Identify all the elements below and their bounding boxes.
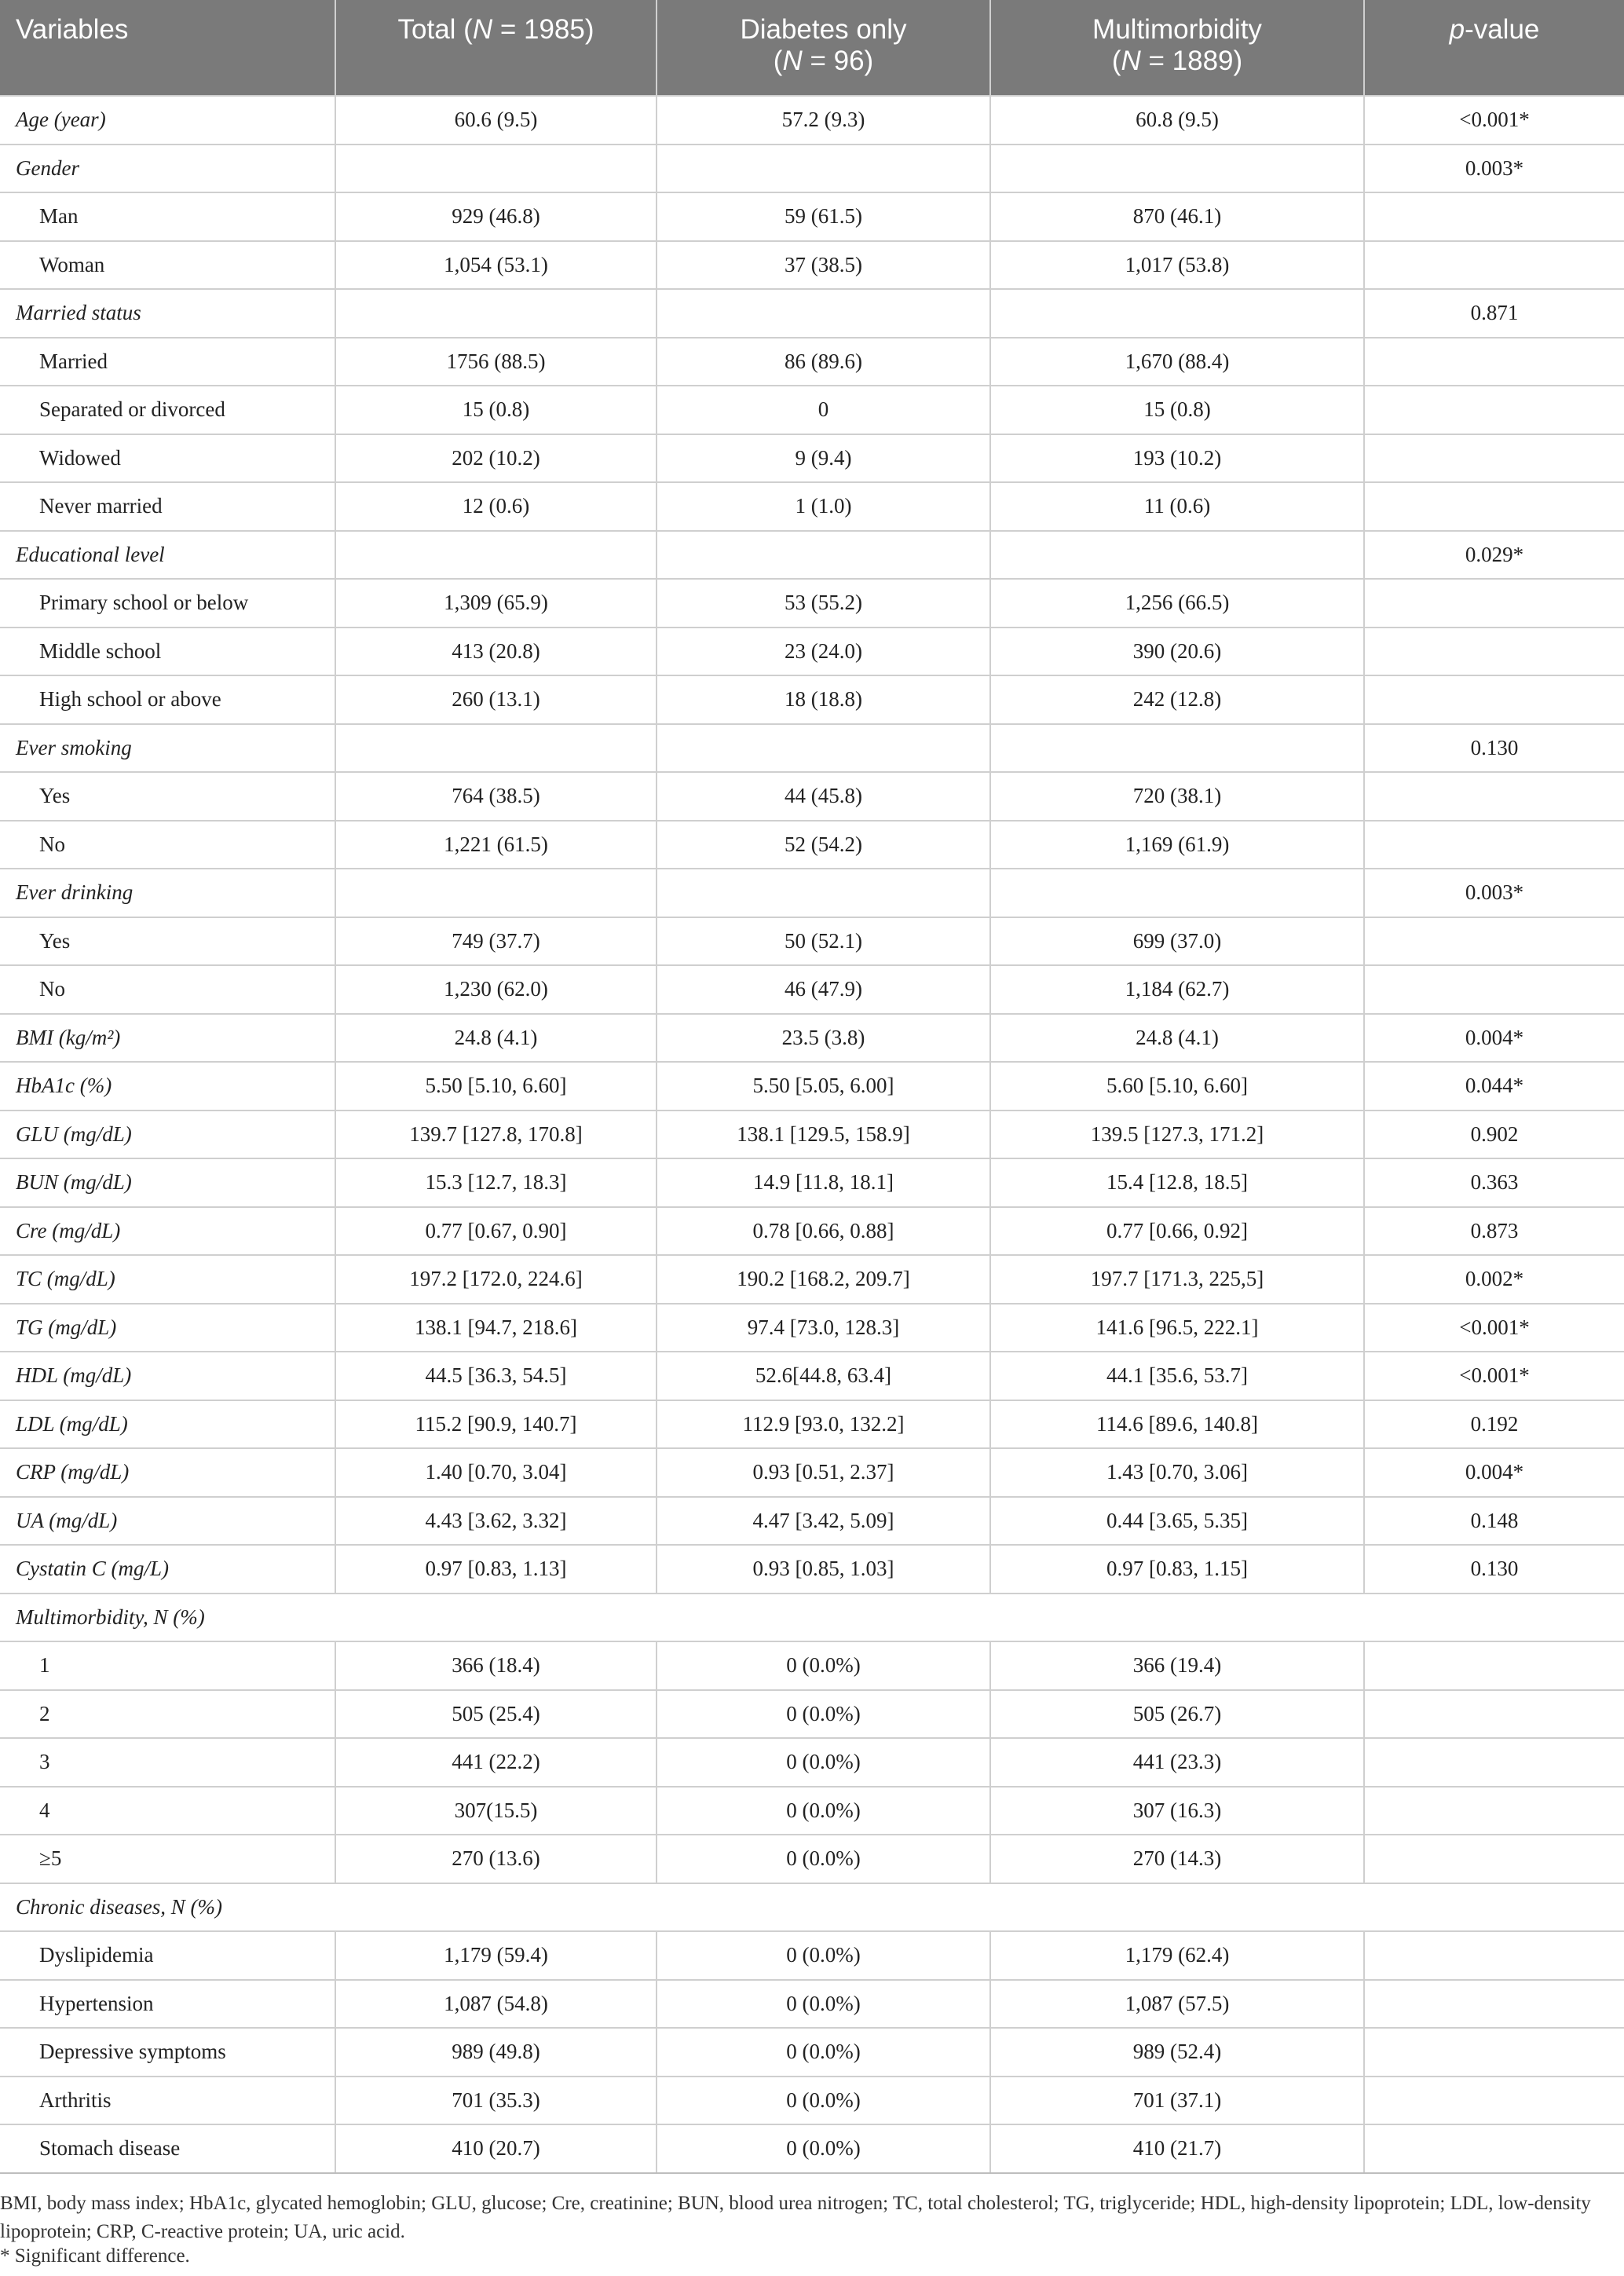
total-cell: 15 (0.8) xyxy=(335,386,657,434)
header-p-value: p-value xyxy=(1364,0,1624,96)
variable-label: 3 xyxy=(0,1738,335,1787)
variable-label: LDL (mg/dL) xyxy=(0,1400,335,1449)
table-row xyxy=(0,1448,1624,1497)
diabetes-only-cell xyxy=(657,869,990,917)
multimorbidity-cell: 139.5 [127.3, 171.2] xyxy=(990,1111,1364,1159)
total-cell: 202 (10.2) xyxy=(335,434,657,483)
footnote-significance: * Significant difference. xyxy=(0,2245,190,2267)
variable-label: Yes xyxy=(0,772,335,821)
variable-label: CRP (mg/dL) xyxy=(0,1448,335,1497)
table-row xyxy=(0,1400,1624,1449)
p-value-cell xyxy=(1364,1980,1624,2029)
variable-label: Man xyxy=(0,192,335,241)
multimorbidity-cell: 366 (19.4) xyxy=(990,1641,1364,1690)
table-row xyxy=(0,1738,1624,1787)
diabetes-only-cell: 52 (54.2) xyxy=(657,821,990,869)
p-value-cell xyxy=(1364,482,1624,531)
total-cell: 15.3 [12.7, 18.3] xyxy=(335,1158,657,1207)
multimorbidity-cell: 701 (37.1) xyxy=(990,2077,1364,2125)
total-cell: 139.7 [127.8, 170.8] xyxy=(335,1111,657,1159)
table-row xyxy=(0,241,1624,290)
total-cell: 989 (49.8) xyxy=(335,2028,657,2077)
diabetes-only-cell: 0 (0.0%) xyxy=(657,1931,990,1980)
variable-label: Depressive symptoms xyxy=(0,2028,335,2077)
variable-label: Married status xyxy=(0,289,335,338)
p-value-cell xyxy=(1364,1690,1624,1739)
total-cell: 1,230 (62.0) xyxy=(335,965,657,1014)
diabetes-only-cell: 0 (0.0%) xyxy=(657,1690,990,1739)
diabetes-only-cell: 5.50 [5.05, 6.00] xyxy=(657,1062,990,1111)
multimorbidity-cell xyxy=(990,531,1364,580)
diabetes-only-cell: 37 (38.5) xyxy=(657,241,990,290)
p-value-cell xyxy=(1364,192,1624,241)
table-row xyxy=(0,1111,1624,1159)
table-row xyxy=(0,821,1624,869)
diabetes-only-cell: 50 (52.1) xyxy=(657,917,990,966)
multimorbidity-cell: 11 (0.6) xyxy=(990,482,1364,531)
table-row xyxy=(0,1641,1624,1690)
diabetes-only-cell: 86 (89.6) xyxy=(657,338,990,386)
table-row xyxy=(0,2028,1624,2077)
table-body xyxy=(0,96,1624,2173)
multimorbidity-cell: 441 (23.3) xyxy=(990,1738,1364,1787)
variable-label: ≥5 xyxy=(0,1835,335,1883)
variable-label: Widowed xyxy=(0,434,335,483)
total-cell: 260 (13.1) xyxy=(335,675,657,724)
total-cell: 1,179 (59.4) xyxy=(335,1931,657,1980)
p-value-cell xyxy=(1364,772,1624,821)
total-cell: 115.2 [90.9, 140.7] xyxy=(335,1400,657,1449)
multimorbidity-cell: 60.8 (9.5) xyxy=(990,96,1364,145)
variable-label: Never married xyxy=(0,482,335,531)
table-row xyxy=(0,1255,1624,1304)
p-value-cell xyxy=(1364,434,1624,483)
table-row xyxy=(0,724,1624,773)
table-row xyxy=(0,1014,1624,1063)
table-row xyxy=(0,772,1624,821)
diabetes-only-cell xyxy=(657,531,990,580)
table-row xyxy=(0,145,1624,193)
total-cell xyxy=(335,289,657,338)
table-row xyxy=(0,1883,1624,1932)
multimorbidity-cell: 390 (20.6) xyxy=(990,628,1364,676)
p-value-cell xyxy=(1364,821,1624,869)
total-cell: 12 (0.6) xyxy=(335,482,657,531)
table-row xyxy=(0,1497,1624,1546)
total-cell xyxy=(335,724,657,773)
diabetes-only-cell: 0 (0.0%) xyxy=(657,1835,990,1883)
p-value-cell xyxy=(1364,386,1624,434)
diabetes-only-cell: 44 (45.8) xyxy=(657,772,990,821)
p-value-cell: 0.044* xyxy=(1364,1062,1624,1111)
p-value-cell xyxy=(1364,241,1624,290)
table-row xyxy=(0,1352,1624,1400)
multimorbidity-cell: 270 (14.3) xyxy=(990,1835,1364,1883)
diabetes-only-cell: 0 (0.0%) xyxy=(657,1787,990,1835)
p-value-cell: 0.003* xyxy=(1364,869,1624,917)
variable-label: HbA1c (%) xyxy=(0,1062,335,1111)
table-row xyxy=(0,386,1624,434)
multimorbidity-cell: 1,670 (88.4) xyxy=(990,338,1364,386)
p-value-cell: 0.192 xyxy=(1364,1400,1624,1449)
table-row xyxy=(0,2124,1624,2173)
multimorbidity-cell xyxy=(990,289,1364,338)
multimorbidity-cell: 1,017 (53.8) xyxy=(990,241,1364,290)
table-row xyxy=(0,289,1624,338)
header-multimorbidity: Multimorbidity (N = 1889) xyxy=(990,0,1364,96)
total-cell: 749 (37.7) xyxy=(335,917,657,966)
p-value-cell: 0.363 xyxy=(1364,1158,1624,1207)
multimorbidity-cell: 141.6 [96.5, 222.1] xyxy=(990,1304,1364,1352)
total-cell: 24.8 (4.1) xyxy=(335,1014,657,1063)
total-cell: 1,309 (65.9) xyxy=(335,579,657,628)
p-value-cell xyxy=(1364,675,1624,724)
variable-label: No xyxy=(0,821,335,869)
diabetes-only-cell: 0.93 [0.85, 1.03] xyxy=(657,1545,990,1594)
variable-label: Married xyxy=(0,338,335,386)
diabetes-only-cell xyxy=(657,724,990,773)
p-value-cell: 0.029* xyxy=(1364,531,1624,580)
table-row xyxy=(0,1594,1624,1642)
variable-label: Separated or divorced xyxy=(0,386,335,434)
diabetes-only-cell: 23 (24.0) xyxy=(657,628,990,676)
p-value-cell xyxy=(1364,1787,1624,1835)
multimorbidity-cell: 114.6 [89.6, 140.8] xyxy=(990,1400,1364,1449)
table-row xyxy=(0,917,1624,966)
diabetes-only-cell: 0 (0.0%) xyxy=(657,2124,990,2173)
total-cell: 413 (20.8) xyxy=(335,628,657,676)
variable-label: 4 xyxy=(0,1787,335,1835)
diabetes-only-cell: 112.9 [93.0, 132.2] xyxy=(657,1400,990,1449)
table-row xyxy=(0,531,1624,580)
p-value-cell: 0.871 xyxy=(1364,289,1624,338)
total-cell: 44.5 [36.3, 54.5] xyxy=(335,1352,657,1400)
variable-label: Educational level xyxy=(0,531,335,580)
total-cell: 505 (25.4) xyxy=(335,1690,657,1739)
p-value-cell: <0.001* xyxy=(1364,1352,1624,1400)
multimorbidity-cell: 1.43 [0.70, 3.06] xyxy=(990,1448,1364,1497)
p-value-cell xyxy=(1364,338,1624,386)
header-total: Total (N = 1985) xyxy=(335,0,657,96)
multimorbidity-cell: 1,179 (62.4) xyxy=(990,1931,1364,1980)
multimorbidity-cell xyxy=(990,724,1364,773)
table-row xyxy=(0,1980,1624,2029)
diabetes-only-cell: 52.6[44.8, 63.4] xyxy=(657,1352,990,1400)
total-cell: 5.50 [5.10, 6.60] xyxy=(335,1062,657,1111)
table-row xyxy=(0,192,1624,241)
table-row xyxy=(0,1158,1624,1207)
variable-label: Stomach disease xyxy=(0,2124,335,2173)
table-row xyxy=(0,1931,1624,1980)
p-value-cell xyxy=(1364,2124,1624,2173)
multimorbidity-cell: 242 (12.8) xyxy=(990,675,1364,724)
variable-label: Primary school or below xyxy=(0,579,335,628)
multimorbidity-cell: 1,087 (57.5) xyxy=(990,1980,1364,2029)
multimorbidity-cell: 0.97 [0.83, 1.15] xyxy=(990,1545,1364,1594)
diabetes-only-cell: 190.2 [168.2, 209.7] xyxy=(657,1255,990,1304)
total-cell: 4.43 [3.62, 3.32] xyxy=(335,1497,657,1546)
diabetes-only-cell: 0 (0.0%) xyxy=(657,1738,990,1787)
diabetes-only-cell: 18 (18.8) xyxy=(657,675,990,724)
section-label: Chronic diseases, N (%) xyxy=(0,1883,1624,1932)
variable-label: 1 xyxy=(0,1641,335,1690)
total-cell: 441 (22.2) xyxy=(335,1738,657,1787)
variable-label: Hypertension xyxy=(0,1980,335,2029)
p-value-cell xyxy=(1364,917,1624,966)
multimorbidity-cell: 5.60 [5.10, 6.60] xyxy=(990,1062,1364,1111)
variable-label: GLU (mg/dL) xyxy=(0,1111,335,1159)
table-row xyxy=(0,434,1624,483)
p-value-cell xyxy=(1364,1931,1624,1980)
multimorbidity-cell: 0.44 [3.65, 5.35] xyxy=(990,1497,1364,1546)
total-cell: 60.6 (9.5) xyxy=(335,96,657,145)
total-cell: 1.40 [0.70, 3.04] xyxy=(335,1448,657,1497)
p-value-cell xyxy=(1364,628,1624,676)
multimorbidity-cell: 0.77 [0.66, 0.92] xyxy=(990,1207,1364,1256)
multimorbidity-cell: 1,184 (62.7) xyxy=(990,965,1364,1014)
multimorbidity-cell: 410 (21.7) xyxy=(990,2124,1364,2173)
total-cell: 270 (13.6) xyxy=(335,1835,657,1883)
multimorbidity-cell: 989 (52.4) xyxy=(990,2028,1364,2077)
diabetes-only-cell: 14.9 [11.8, 18.1] xyxy=(657,1158,990,1207)
diabetes-only-cell: 46 (47.9) xyxy=(657,965,990,1014)
diabetes-only-cell: 0 (0.0%) xyxy=(657,2028,990,2077)
variable-label: Ever smoking xyxy=(0,724,335,773)
multimorbidity-cell: 505 (26.7) xyxy=(990,1690,1364,1739)
total-cell: 0.97 [0.83, 1.13] xyxy=(335,1545,657,1594)
table-row xyxy=(0,628,1624,676)
total-cell: 1,087 (54.8) xyxy=(335,1980,657,2029)
diabetes-only-cell: 0.78 [0.66, 0.88] xyxy=(657,1207,990,1256)
total-cell: 197.2 [172.0, 224.6] xyxy=(335,1255,657,1304)
variable-label: High school or above xyxy=(0,675,335,724)
total-cell: 366 (18.4) xyxy=(335,1641,657,1690)
table-row xyxy=(0,1062,1624,1111)
total-cell: 764 (38.5) xyxy=(335,772,657,821)
variable-label: Age (year) xyxy=(0,96,335,145)
total-cell xyxy=(335,531,657,580)
table-row xyxy=(0,579,1624,628)
diabetes-only-cell: 53 (55.2) xyxy=(657,579,990,628)
p-value-cell xyxy=(1364,1738,1624,1787)
table-row xyxy=(0,1304,1624,1352)
total-cell: 0.77 [0.67, 0.90] xyxy=(335,1207,657,1256)
diabetes-only-cell: 4.47 [3.42, 5.09] xyxy=(657,1497,990,1546)
multimorbidity-cell xyxy=(990,145,1364,193)
diabetes-only-cell: 59 (61.5) xyxy=(657,192,990,241)
table-row xyxy=(0,1690,1624,1739)
variable-label: Arthritis xyxy=(0,2077,335,2125)
table-row xyxy=(0,1207,1624,1256)
p-value-cell: 0.902 xyxy=(1364,1111,1624,1159)
diabetes-only-cell: 0 xyxy=(657,386,990,434)
table-row xyxy=(0,869,1624,917)
header-variables: Variables xyxy=(0,0,335,96)
total-cell: 410 (20.7) xyxy=(335,2124,657,2173)
p-value-cell: 0.004* xyxy=(1364,1448,1624,1497)
p-value-cell xyxy=(1364,965,1624,1014)
variable-label: Cystatin C (mg/L) xyxy=(0,1545,335,1594)
p-value-cell: <0.001* xyxy=(1364,96,1624,145)
variable-label: BUN (mg/dL) xyxy=(0,1158,335,1207)
table-row xyxy=(0,1787,1624,1835)
variable-label: HDL (mg/dL) xyxy=(0,1352,335,1400)
table-row xyxy=(0,1835,1624,1883)
table-row xyxy=(0,338,1624,386)
total-cell xyxy=(335,145,657,193)
diabetes-only-cell xyxy=(657,145,990,193)
multimorbidity-cell: 1,256 (66.5) xyxy=(990,579,1364,628)
diabetes-only-cell: 57.2 (9.3) xyxy=(657,96,990,145)
variable-label: Dyslipidemia xyxy=(0,1931,335,1980)
p-value-cell xyxy=(1364,2028,1624,2077)
total-cell: 701 (35.3) xyxy=(335,2077,657,2125)
diabetes-only-cell: 0 (0.0%) xyxy=(657,1980,990,2029)
diabetes-only-cell: 0 (0.0%) xyxy=(657,1641,990,1690)
diabetes-only-cell xyxy=(657,289,990,338)
diabetes-only-cell: 23.5 (3.8) xyxy=(657,1014,990,1063)
total-cell: 1,054 (53.1) xyxy=(335,241,657,290)
p-value-cell: 0.004* xyxy=(1364,1014,1624,1063)
multimorbidity-cell: 1,169 (61.9) xyxy=(990,821,1364,869)
variable-label: No xyxy=(0,965,335,1014)
diabetes-only-cell: 0 (0.0%) xyxy=(657,2077,990,2125)
p-value-cell xyxy=(1364,1835,1624,1883)
variable-label: BMI (kg/m²) xyxy=(0,1014,335,1063)
multimorbidity-cell: 193 (10.2) xyxy=(990,434,1364,483)
p-value-cell: 0.003* xyxy=(1364,145,1624,193)
total-cell: 307(15.5) xyxy=(335,1787,657,1835)
variable-label: Ever drinking xyxy=(0,869,335,917)
diabetes-only-cell: 0.93 [0.51, 2.37] xyxy=(657,1448,990,1497)
p-value-cell: 0.873 xyxy=(1364,1207,1624,1256)
table-row xyxy=(0,482,1624,531)
multimorbidity-cell: 15.4 [12.8, 18.5] xyxy=(990,1158,1364,1207)
footnote-abbreviations: BMI, body mass index; HbA1c, glycated hemoglobin; GLU, glucose; Cre, creatinine; BUN, blood urea nitrogen; TC, total cholesterol; TG, triglyceride; HDL, high-density lipoprotein; LDL, low-density lipoprotein; CRP, C-reactive protein; UA, uric acid. xyxy=(0,2193,1591,2242)
multimorbidity-cell: 699 (37.0) xyxy=(990,917,1364,966)
p-value-cell: 0.002* xyxy=(1364,1255,1624,1304)
p-value-cell: 0.130 xyxy=(1364,724,1624,773)
variable-label: Gender xyxy=(0,145,335,193)
variable-label: Woman xyxy=(0,241,335,290)
multimorbidity-cell xyxy=(990,869,1364,917)
p-value-cell: 0.130 xyxy=(1364,1545,1624,1594)
p-value-cell: 0.148 xyxy=(1364,1497,1624,1546)
diabetes-only-cell: 1 (1.0) xyxy=(657,482,990,531)
total-cell: 1756 (88.5) xyxy=(335,338,657,386)
variable-label: UA (mg/dL) xyxy=(0,1497,335,1546)
multimorbidity-cell: 24.8 (4.1) xyxy=(990,1014,1364,1063)
variable-label: 2 xyxy=(0,1690,335,1739)
diabetes-only-cell: 138.1 [129.5, 158.9] xyxy=(657,1111,990,1159)
multimorbidity-cell: 44.1 [35.6, 53.7] xyxy=(990,1352,1364,1400)
multimorbidity-cell: 15 (0.8) xyxy=(990,386,1364,434)
multimorbidity-cell: 197.7 [171.3, 225,5] xyxy=(990,1255,1364,1304)
header-row xyxy=(0,0,1624,96)
variable-label: Middle school xyxy=(0,628,335,676)
section-label: Multimorbidity, N (%) xyxy=(0,1594,1624,1642)
diabetes-only-cell: 97.4 [73.0, 128.3] xyxy=(657,1304,990,1352)
p-value-cell xyxy=(1364,1641,1624,1690)
table-row xyxy=(0,2077,1624,2125)
variable-label: Cre (mg/dL) xyxy=(0,1207,335,1256)
table-row xyxy=(0,1545,1624,1594)
table-row xyxy=(0,965,1624,1014)
table-row xyxy=(0,675,1624,724)
total-cell: 138.1 [94.7, 218.6] xyxy=(335,1304,657,1352)
p-value-cell xyxy=(1364,579,1624,628)
p-value-cell: <0.001* xyxy=(1364,1304,1624,1352)
total-cell xyxy=(335,869,657,917)
multimorbidity-cell: 307 (16.3) xyxy=(990,1787,1364,1835)
variable-label: Yes xyxy=(0,917,335,966)
variable-label: TG (mg/dL) xyxy=(0,1304,335,1352)
table-header xyxy=(0,0,1624,96)
p-value-cell xyxy=(1364,2077,1624,2125)
total-cell: 929 (46.8) xyxy=(335,192,657,241)
table-row xyxy=(0,96,1624,145)
diabetes-only-cell: 9 (9.4) xyxy=(657,434,990,483)
variable-label: TC (mg/dL) xyxy=(0,1255,335,1304)
total-cell: 1,221 (61.5) xyxy=(335,821,657,869)
header-diabetes-only: Diabetes only (N = 96) xyxy=(657,0,990,96)
multimorbidity-cell: 870 (46.1) xyxy=(990,192,1364,241)
multimorbidity-cell: 720 (38.1) xyxy=(990,772,1364,821)
